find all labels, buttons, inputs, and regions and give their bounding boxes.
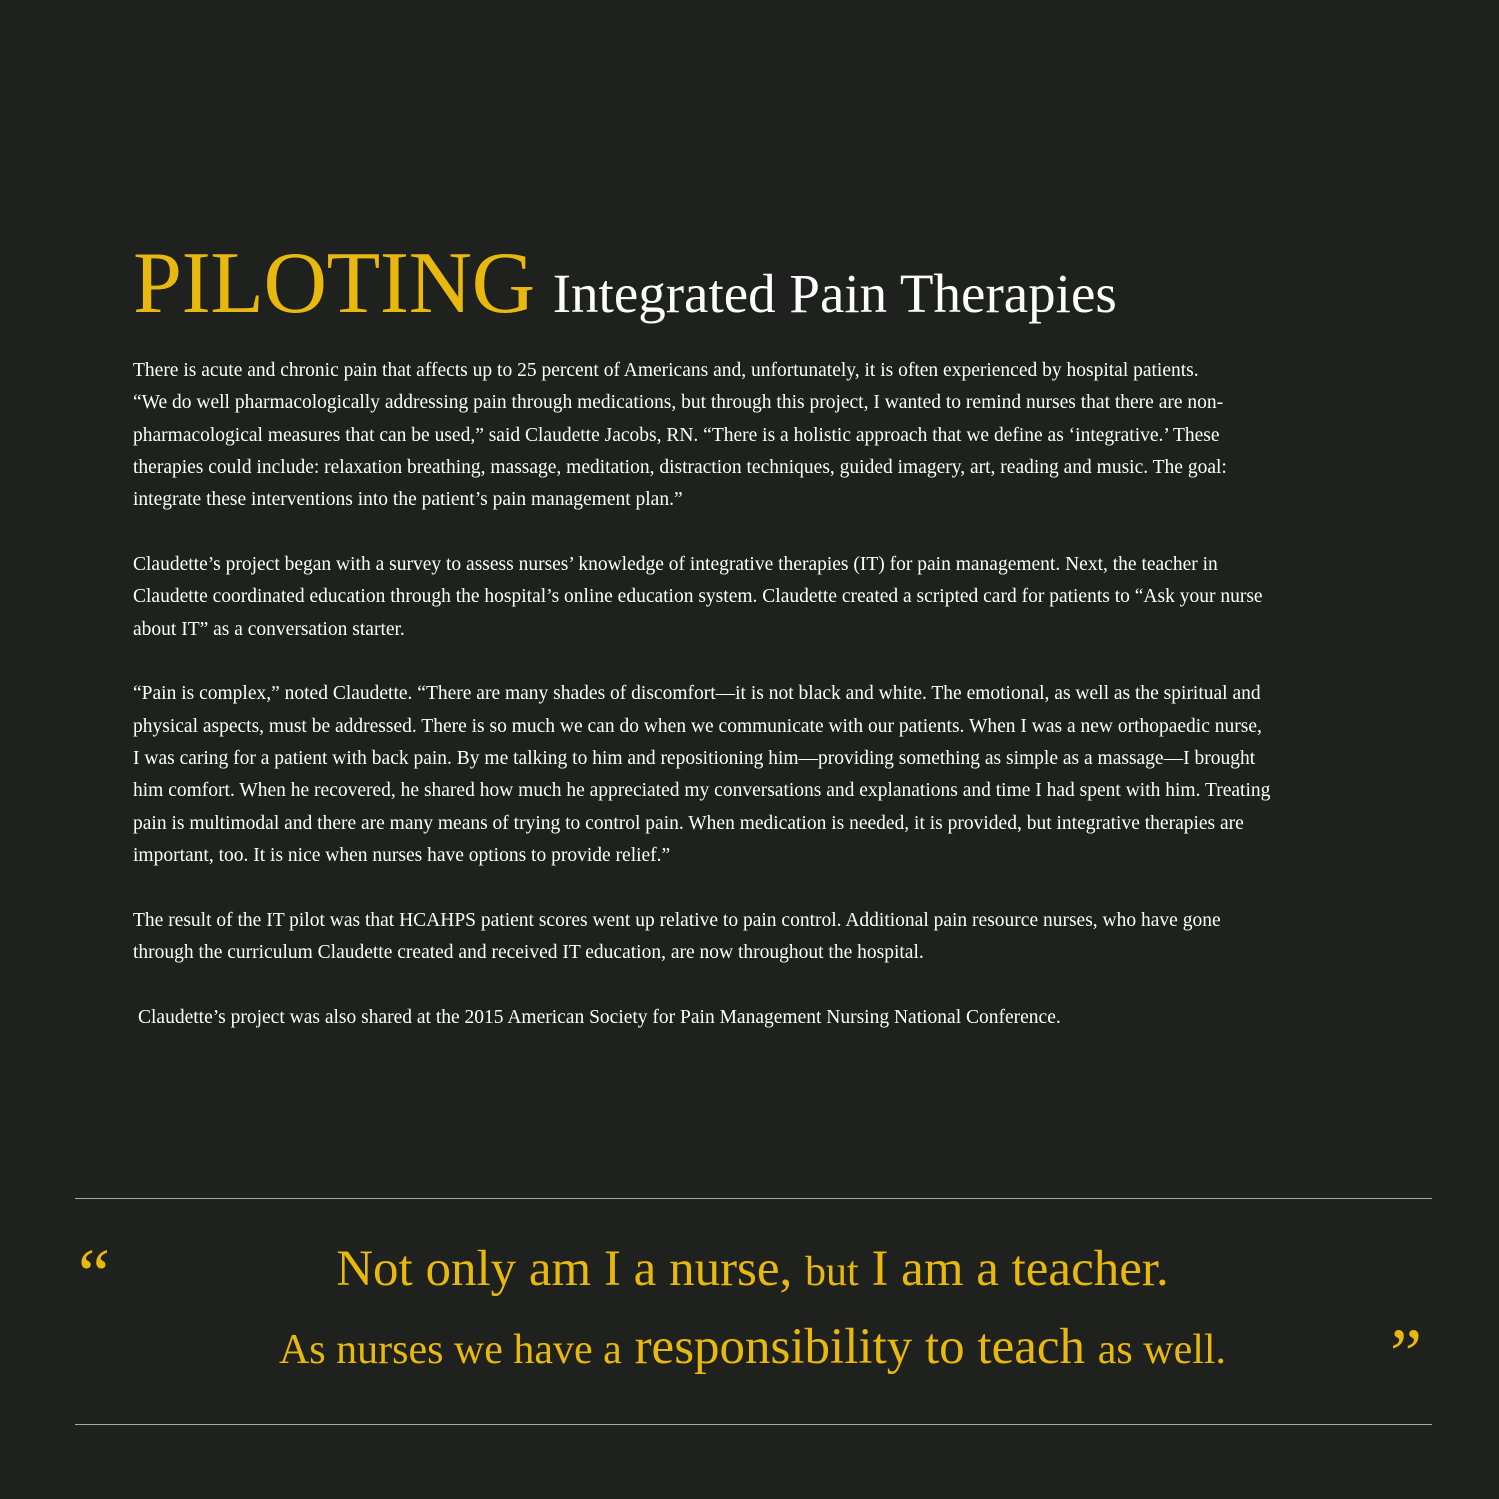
paragraph-5 bbox=[133, 1002, 1453, 1034]
paragraph-1 bbox=[133, 355, 1453, 517]
quote-segment: I am a teacher. bbox=[871, 1241, 1169, 1297]
quote-segment: Not only am I a nurse, bbox=[336, 1241, 793, 1297]
body-line: important, too. It is nice when nurses have options to provide relief.” bbox=[133, 845, 671, 867]
quote-segment: As nurses we have a bbox=[278, 1327, 622, 1373]
body-line: therapies could include: relaxation breathing, massage, meditation, distraction techniques, guided imagery, art, reading and music. The goal: bbox=[133, 457, 1227, 479]
body-line: The result of the IT pilot was that HCAHPS patient scores went up relative to pain control. Additional pain resource nurses, who have gone bbox=[133, 909, 1221, 931]
article-body bbox=[133, 355, 1453, 1067]
body-line: integrate these interventions into the patient’s pain management plan.” bbox=[133, 489, 683, 511]
body-line: There is acute and chronic pain that affects up to 25 percent of Americans and, unfortunately, it is often experienced by hospital patients. bbox=[133, 360, 1199, 381]
divider-bottom bbox=[75, 1424, 1432, 1425]
quote-segment: responsibility to teach bbox=[634, 1319, 1085, 1375]
body-line: “We do well pharmacologically addressing pain through medications, but through this project, I wanted to remind nurses that there are non- bbox=[133, 392, 1224, 414]
body-line: him comfort. When he recovered, he shared how much he appreciated my conversations and explanations and time I had spent with him. Treating bbox=[133, 780, 1271, 802]
divider-top bbox=[75, 1198, 1432, 1199]
paragraph-3 bbox=[133, 678, 1453, 872]
title-subtitle: Integrated Pain Therapies bbox=[552, 263, 1117, 324]
body-line: I was caring for a patient with back pain. By me talking to him and repositioning him—providing something as simple as a massage—I brought bbox=[133, 748, 1256, 770]
paragraph-4 bbox=[133, 905, 1453, 970]
body-line: pharmacological measures that can be used,” said Claudette Jacobs, RN. “There is a holistic approach that we define as ‘integrative.’ These bbox=[133, 424, 1220, 446]
body-line: through the curriculum Claudette created and received IT education, are now throughout the hospital. bbox=[133, 942, 924, 964]
body-line: Claudette’s project began with a survey to assess nurses’ knowledge of integrative therapies (IT) for pain management. Next, the teacher in bbox=[133, 554, 1218, 576]
quote-segment: as well. bbox=[1097, 1327, 1227, 1373]
body-line: pain is multimodal and there are many means of trying to control pain. When medication is needed, it is provided, but integrative therapies are bbox=[133, 812, 1244, 834]
quote-segment: but bbox=[805, 1249, 859, 1295]
body-line: “Pain is complex,” noted Claudette. “There are many shades of discomfort—it is not black and white. The emotional, as well as the spiritual and bbox=[133, 683, 1261, 705]
body-line: Claudette’s project was also shared at the 2015 American Society for Pain Management Nursing National Conference. bbox=[138, 1006, 1061, 1028]
page-title bbox=[133, 235, 1117, 332]
body-line: about IT” as a conversation starter. bbox=[133, 618, 405, 640]
paragraph-2 bbox=[133, 549, 1453, 646]
quote-line-2 bbox=[3, 1317, 1499, 1380]
title-highlight: PILOTING bbox=[133, 235, 535, 332]
body-line: Claudette coordinated education through the hospital’s online education system. Claudette created a scripted card for patients to “Ask your nurse bbox=[133, 586, 1263, 608]
body-line: physical aspects, must be addressed. There is so much we can do when we communicate with our patients. When I was a new orthopaedic nurse, bbox=[133, 715, 1262, 737]
open-quote-mark: “ bbox=[78, 1234, 110, 1314]
quote-line-1 bbox=[3, 1239, 1499, 1302]
close-quote-mark: ” bbox=[1390, 1314, 1422, 1394]
